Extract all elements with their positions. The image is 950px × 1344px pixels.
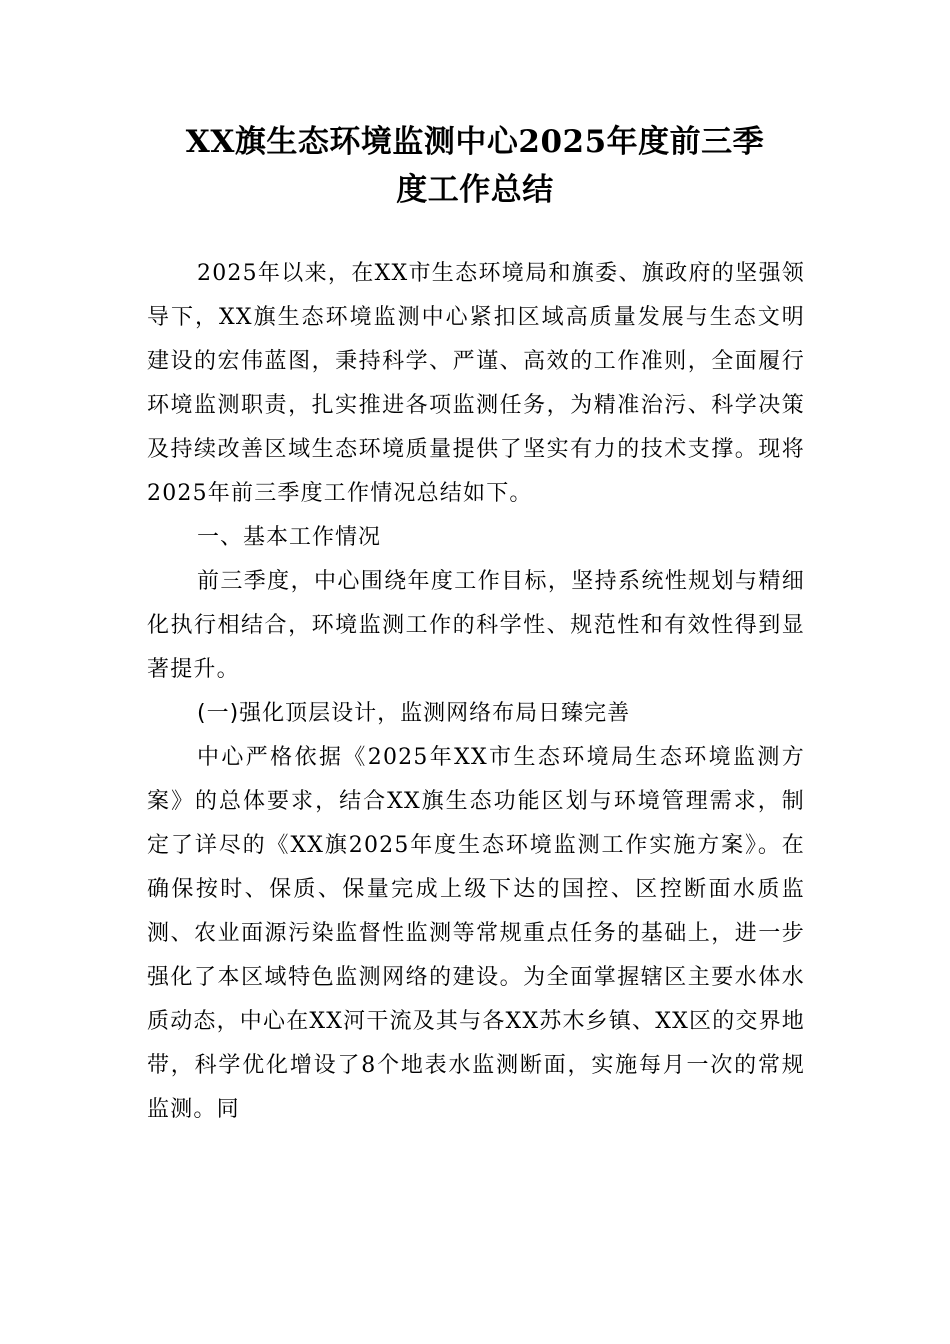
document-body bbox=[147, 252, 805, 1132]
section-heading: 一、基本工作情况 bbox=[197, 525, 382, 550]
subsection-heading: (一)强化顶层设计，监测网络布局日臻完善 bbox=[197, 701, 631, 726]
title-line-1: XX旗生态环境监测中心2025年度前三季 bbox=[185, 124, 765, 160]
document-title bbox=[140, 118, 810, 214]
subsection-paragraph: 中心严格依据《2025年XX市生态环境局生态环境监测方案》的总体要求，结合XX旗生态功能区划与环境管理需求，制定了详尽的《XX旗2025年度生态环境监测工作实施方案》。在确保按时、保质、保量完成上级下达的国控、区控断面水质监测、农业面源污染监督性监测等常规重点任务的基础上，进一步强化了本区域特色监测网络的建设。为全面掌握辖区主要水体水质动态，中心在XX河干流及其与各XX苏木乡镇、XX区的交界地带，科学优化增设了8个地表水监测断面，实施每月一次的常规监测。同 bbox=[147, 745, 805, 1122]
title-line-2: 度工作总结 bbox=[396, 172, 554, 208]
intro-paragraph: 2025年以来，在XX市生态环境局和旗委、旗政府的坚强领导下，XX旗生态环境监测中心紧扣区域高质量发展与生态文明建设的宏伟蓝图，秉持科学、严谨、高效的工作准则，全面履行环境监测职责，扎实推进各项监测任务，为精准治污、科学决策及持续改善区域生态环境质量提供了坚实有力的技术支撑。现将2025年前三季度工作情况总结如下。 bbox=[147, 261, 805, 506]
section-paragraph: 前三季度，中心围绕年度工作目标，坚持系统性规划与精细化执行相结合，环境监测工作的科学性、规范性和有效性得到显著提升。 bbox=[147, 569, 805, 682]
